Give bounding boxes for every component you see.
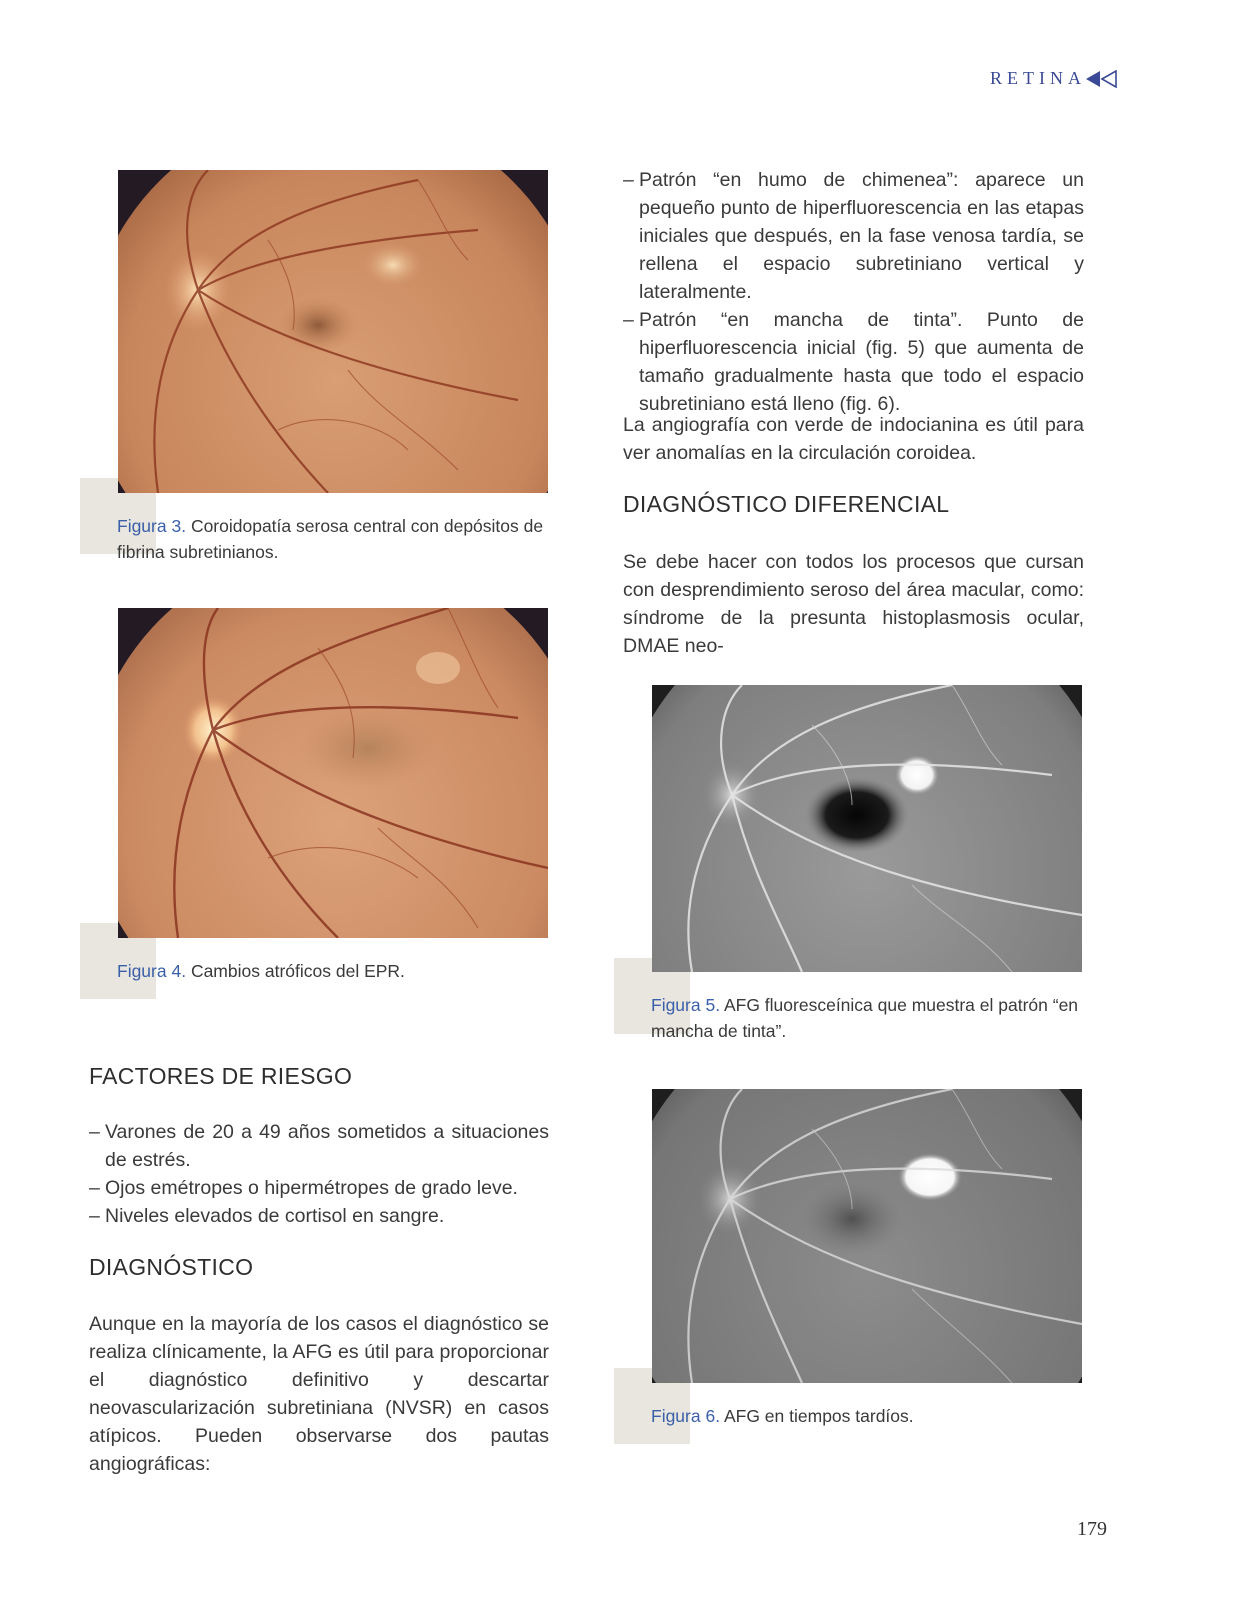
figure-6-image: [652, 1089, 1082, 1383]
risk-factors-list: [89, 1118, 549, 1230]
figure-5-caption: [651, 992, 1086, 1044]
list-item: – Ojos emétropes o hipermétropes de grado leve.: [89, 1174, 549, 1202]
figure-3-label: Figura 3.: [117, 516, 187, 536]
running-title: RETINA: [990, 68, 1086, 88]
figure-6-label: Figura 6.: [651, 1406, 721, 1426]
list-item: – Niveles elevados de cortisol en sangre.: [89, 1202, 549, 1230]
figure-5-image: [652, 685, 1082, 972]
figure-6-caption: [651, 1403, 1086, 1429]
icg-paragraph-block: [623, 411, 1084, 467]
list-item: – Patrón “en humo de chimenea”: aparece un pequeño punto de hiperfluorescencia en las etapas iniciales que después, en la fase venosa tardía, se rellena el espacio subretiniano vertical y lateralmente.: [623, 166, 1084, 306]
risk-factors-list-block: [89, 1118, 549, 1230]
figure-5-label: Figura 5.: [651, 995, 721, 1015]
diagnosis-paragraph: Aunque en la mayoría de los casos el diagnóstico se realiza clínicamente, la AFG es útil para proporcionar el diagnóstico definitivo y descartar neovascularización subretiniana (NVSR) en casos atípicos. Pueden observarse dos pautas angiográficas:: [89, 1313, 549, 1475]
page-number: 179: [1077, 1518, 1107, 1540]
figure-3-caption-text: Coroidopatía serosa central con depósitos de fibrina subretinianos.: [117, 516, 544, 562]
diagnosis-heading: DIAGNÓSTICO: [89, 1254, 254, 1280]
figure-4-label: Figura 4.: [117, 961, 187, 981]
figure-6-caption-text: AFG en tiempos tardíos.: [723, 1406, 914, 1426]
risk-factors-heading: FACTORES DE RIESGO: [89, 1063, 353, 1089]
figure-5-caption-text: AFG fluoresceínica que muestra el patrón “en mancha de tinta”.: [651, 995, 1079, 1041]
diagnosis-paragraph-block: [89, 1310, 549, 1478]
figure-4-image: [118, 608, 548, 938]
angiographic-patterns-list: [623, 166, 1084, 418]
list-item: – Varones de 20 a 49 años sometidos a situaciones de estrés.: [89, 1118, 549, 1174]
differential-paragraph: Se debe hacer con todos los procesos que cursan con desprendimiento seroso del área macular, como: síndrome de la presunta histoplasmosis ocular, DMAE neo-: [623, 551, 1084, 657]
figure-3-caption: [117, 513, 553, 565]
differential-paragraph-block: [623, 548, 1084, 660]
list-item: – Patrón “en mancha de tinta”. Punto de hiperfluorescencia inicial (fig. 5) que aumenta de tamaño gradualmente hasta que todo el espacio subretiniano está lleno (fig. 6).: [623, 306, 1084, 418]
icg-paragraph: La angiografía con verde de indocianina es útil para ver anomalías en la circulación coroidea.: [623, 414, 1084, 464]
angiographic-patterns-block: [623, 166, 1084, 418]
differential-diagnosis-heading: DIAGNÓSTICO DIFERENCIAL: [623, 491, 950, 517]
figure-3-image: [118, 170, 548, 493]
double-left-triangle-icon: [1086, 70, 1120, 88]
figure-4-caption-text: Cambios atróficos del EPR.: [190, 961, 405, 981]
figure-4-caption: [117, 958, 553, 984]
